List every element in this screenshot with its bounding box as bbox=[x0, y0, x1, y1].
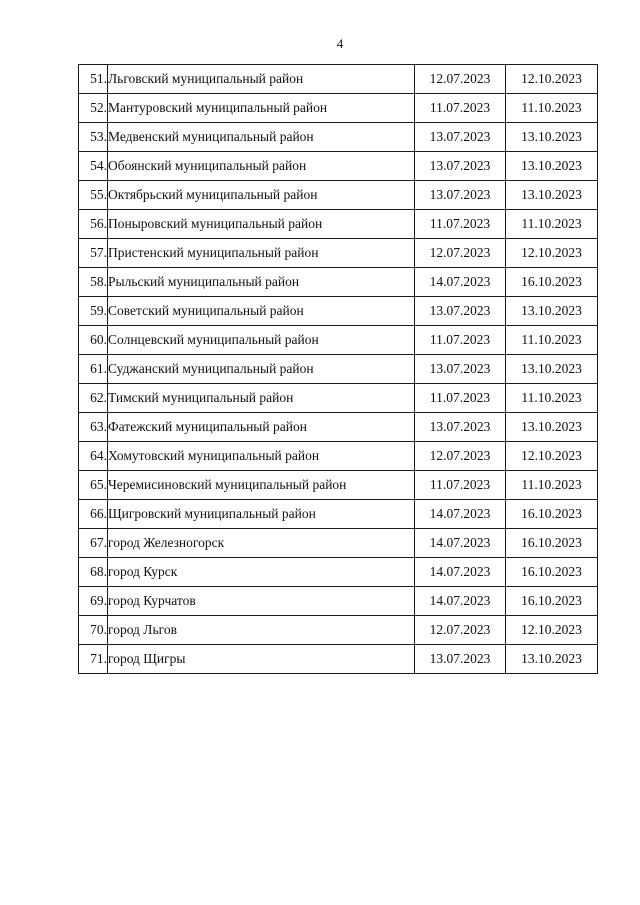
table-row bbox=[79, 152, 598, 181]
row-number: 52. bbox=[79, 94, 108, 123]
table-row bbox=[79, 471, 598, 500]
start-date: 13.07.2023 bbox=[415, 297, 506, 326]
end-date: 16.10.2023 bbox=[506, 268, 598, 297]
end-date: 13.10.2023 bbox=[506, 355, 598, 384]
table-row bbox=[79, 500, 598, 529]
row-number: 61. bbox=[79, 355, 108, 384]
table-row bbox=[79, 616, 598, 645]
table-row bbox=[79, 326, 598, 355]
end-date: 16.10.2023 bbox=[506, 587, 598, 616]
row-number: 54. bbox=[79, 152, 108, 181]
row-number: 67. bbox=[79, 529, 108, 558]
end-date: 11.10.2023 bbox=[506, 471, 598, 500]
table-row bbox=[79, 181, 598, 210]
municipality-name: Щигровский муниципальный район bbox=[108, 500, 415, 529]
start-date: 13.07.2023 bbox=[415, 152, 506, 181]
row-number: 65. bbox=[79, 471, 108, 500]
end-date: 16.10.2023 bbox=[506, 529, 598, 558]
municipality-name: Солнцевский муниципальный район bbox=[108, 326, 415, 355]
row-number: 68. bbox=[79, 558, 108, 587]
start-date: 13.07.2023 bbox=[415, 355, 506, 384]
table-row bbox=[79, 65, 598, 94]
start-date: 12.07.2023 bbox=[415, 442, 506, 471]
start-date: 12.07.2023 bbox=[415, 239, 506, 268]
municipality-name: Черемисиновский муниципальный район bbox=[108, 471, 415, 500]
end-date: 16.10.2023 bbox=[506, 558, 598, 587]
row-number: 62. bbox=[79, 384, 108, 413]
start-date: 14.07.2023 bbox=[415, 587, 506, 616]
start-date: 11.07.2023 bbox=[415, 94, 506, 123]
row-number: 59. bbox=[79, 297, 108, 326]
start-date: 11.07.2023 bbox=[415, 471, 506, 500]
end-date: 13.10.2023 bbox=[506, 297, 598, 326]
end-date: 11.10.2023 bbox=[506, 94, 598, 123]
schedule-table bbox=[78, 64, 598, 674]
municipality-name: Обоянский муниципальный район bbox=[108, 152, 415, 181]
end-date: 12.10.2023 bbox=[506, 442, 598, 471]
municipality-name: Рыльский муниципальный район bbox=[108, 268, 415, 297]
table-row bbox=[79, 413, 598, 442]
table-row bbox=[79, 268, 598, 297]
table-row bbox=[79, 558, 598, 587]
start-date: 14.07.2023 bbox=[415, 268, 506, 297]
end-date: 13.10.2023 bbox=[506, 152, 598, 181]
municipality-name: Хомутовский муниципальный район bbox=[108, 442, 415, 471]
table-row bbox=[79, 587, 598, 616]
table-body bbox=[79, 65, 598, 674]
table-row bbox=[79, 123, 598, 152]
end-date: 12.10.2023 bbox=[506, 65, 598, 94]
municipality-name: город Щигры bbox=[108, 645, 415, 674]
table-row bbox=[79, 442, 598, 471]
row-number: 58. bbox=[79, 268, 108, 297]
start-date: 14.07.2023 bbox=[415, 558, 506, 587]
end-date: 11.10.2023 bbox=[506, 210, 598, 239]
start-date: 14.07.2023 bbox=[415, 529, 506, 558]
municipality-name: город Курск bbox=[108, 558, 415, 587]
row-number: 60. bbox=[79, 326, 108, 355]
table-row bbox=[79, 355, 598, 384]
start-date: 14.07.2023 bbox=[415, 500, 506, 529]
row-number: 55. bbox=[79, 181, 108, 210]
table-row bbox=[79, 297, 598, 326]
table-row bbox=[79, 94, 598, 123]
municipality-name: Тимский муниципальный район bbox=[108, 384, 415, 413]
start-date: 13.07.2023 bbox=[415, 123, 506, 152]
municipality-name: город Железногорск bbox=[108, 529, 415, 558]
row-number: 51. bbox=[79, 65, 108, 94]
municipality-name: Льговский муниципальный район bbox=[108, 65, 415, 94]
end-date: 13.10.2023 bbox=[506, 181, 598, 210]
start-date: 13.07.2023 bbox=[415, 645, 506, 674]
municipality-name: Поныровский муниципальный район bbox=[108, 210, 415, 239]
municipality-name: город Льгов bbox=[108, 616, 415, 645]
municipality-name: город Курчатов bbox=[108, 587, 415, 616]
start-date: 12.07.2023 bbox=[415, 65, 506, 94]
end-date: 13.10.2023 bbox=[506, 123, 598, 152]
end-date: 11.10.2023 bbox=[506, 384, 598, 413]
end-date: 12.10.2023 bbox=[506, 239, 598, 268]
row-number: 63. bbox=[79, 413, 108, 442]
end-date: 11.10.2023 bbox=[506, 326, 598, 355]
end-date: 12.10.2023 bbox=[506, 616, 598, 645]
table-row bbox=[79, 645, 598, 674]
table-row bbox=[79, 210, 598, 239]
start-date: 11.07.2023 bbox=[415, 326, 506, 355]
end-date: 13.10.2023 bbox=[506, 645, 598, 674]
municipality-name: Советский муниципальный район bbox=[108, 297, 415, 326]
row-number: 57. bbox=[79, 239, 108, 268]
table-row bbox=[79, 384, 598, 413]
municipality-name: Пристенский муниципальный район bbox=[108, 239, 415, 268]
municipality-name: Суджанский муниципальный район bbox=[108, 355, 415, 384]
table-row bbox=[79, 529, 598, 558]
start-date: 11.07.2023 bbox=[415, 210, 506, 239]
end-date: 16.10.2023 bbox=[506, 500, 598, 529]
municipality-name: Медвенский муниципальный район bbox=[108, 123, 415, 152]
municipality-name: Октябрьский муниципальный район bbox=[108, 181, 415, 210]
municipality-name: Мантуровский муниципальный район bbox=[108, 94, 415, 123]
start-date: 13.07.2023 bbox=[415, 181, 506, 210]
start-date: 11.07.2023 bbox=[415, 384, 506, 413]
start-date: 13.07.2023 bbox=[415, 413, 506, 442]
municipality-name: Фатежский муниципальный район bbox=[108, 413, 415, 442]
row-number: 70. bbox=[79, 616, 108, 645]
row-number: 69. bbox=[79, 587, 108, 616]
row-number: 53. bbox=[79, 123, 108, 152]
table-row bbox=[79, 239, 598, 268]
start-date: 12.07.2023 bbox=[415, 616, 506, 645]
row-number: 64. bbox=[79, 442, 108, 471]
row-number: 56. bbox=[79, 210, 108, 239]
page-number: 4 bbox=[336, 36, 344, 51]
end-date: 13.10.2023 bbox=[506, 413, 598, 442]
row-number: 71. bbox=[79, 645, 108, 674]
row-number: 66. bbox=[79, 500, 108, 529]
